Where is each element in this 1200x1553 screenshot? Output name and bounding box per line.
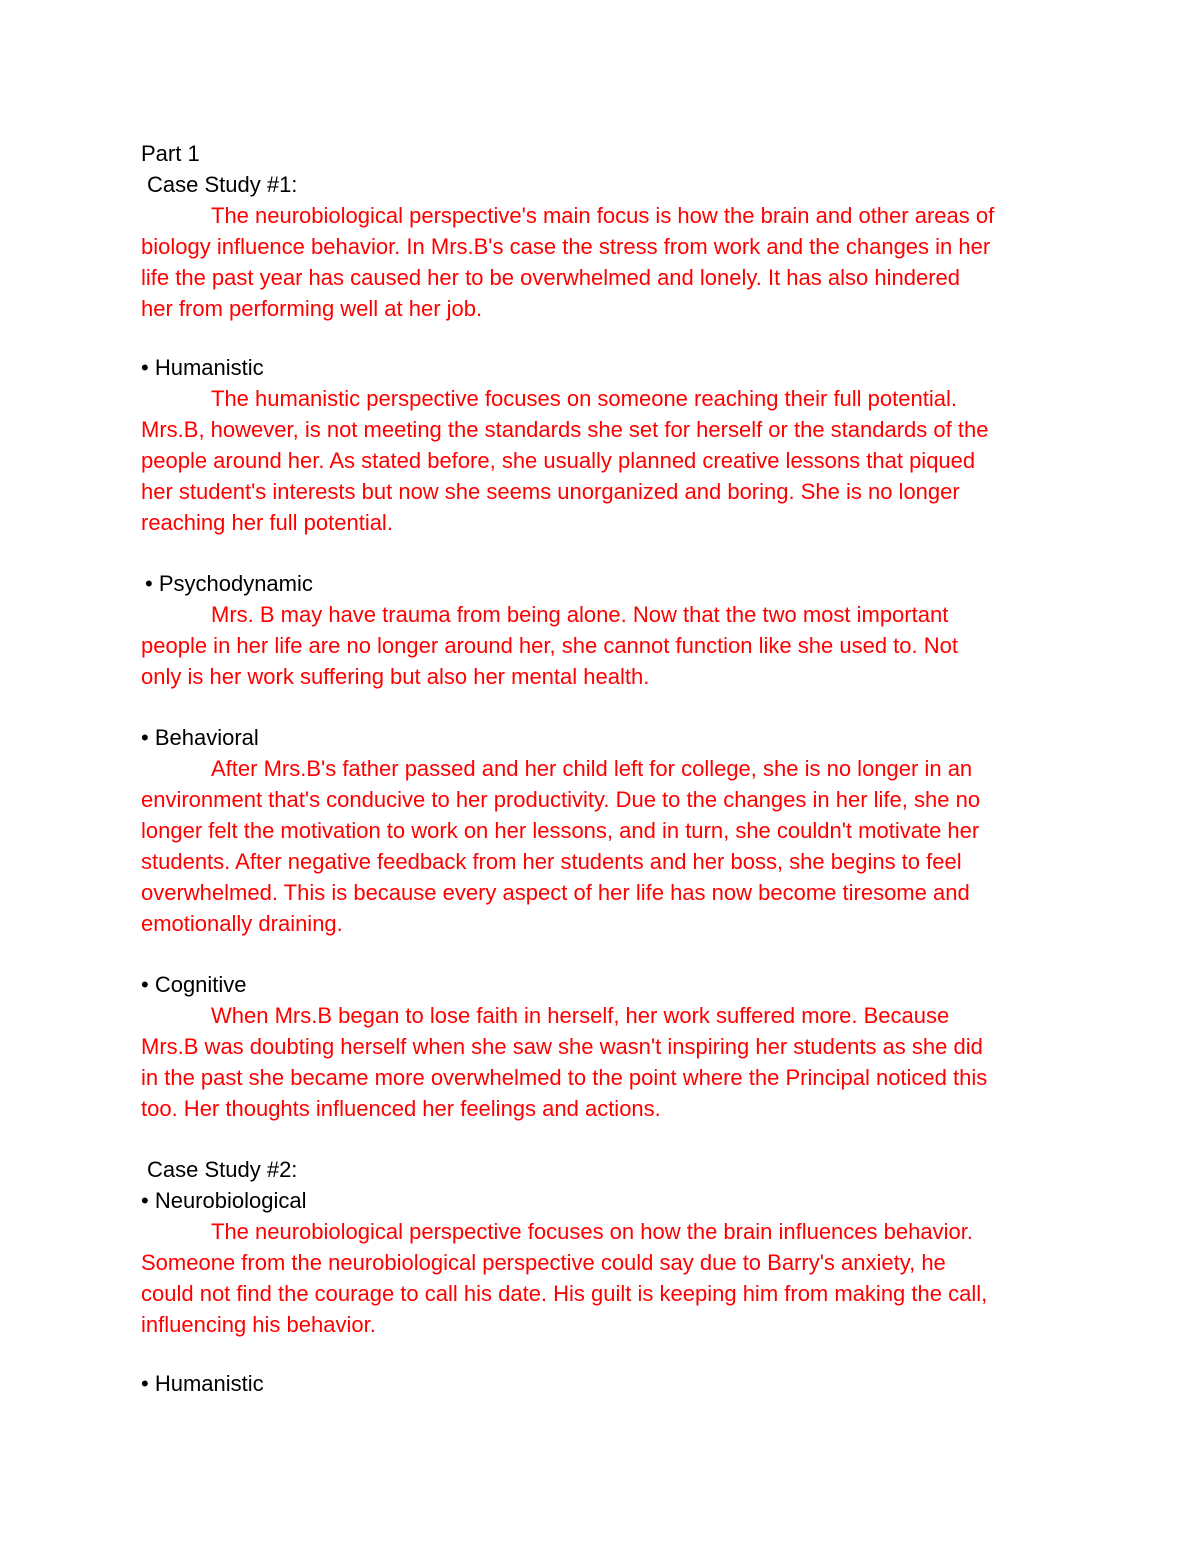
case1-cognitive-paragraph [141,1000,1061,1124]
document-content [141,138,1061,1399]
case1-humanistic-paragraph [141,383,1061,538]
paragraph-line: too. Her thoughts influenced her feelings and actions. [141,1096,661,1121]
case1-humanistic-heading: • Humanistic [141,355,264,380]
paragraph-line: overwhelmed. This is because every aspect of her life has now become tiresome and [141,880,970,905]
paragraph-line: people in her life are no longer around her, she cannot function like she used to. Not [141,633,958,658]
case2-humanistic-heading: • Humanistic [141,1371,264,1396]
paragraph-line: Mrs. B may have trauma from being alone. Now that the two most important [211,602,949,627]
paragraph-line: people around her. As stated before, she usually planned creative lessons that piqued [141,448,976,473]
paragraph-line: environment that's conducive to her productivity. Due to the changes in her life, she no [141,787,981,812]
paragraph-line: reaching her full potential. [141,510,393,535]
case-study-1-heading: Case Study #1: [147,172,298,197]
part-title: Part 1 [141,141,200,166]
paragraph-line: The neurobiological perspective focuses on how the brain influences behavior. [211,1219,973,1244]
case2-neurobiological-paragraph [141,1216,1061,1340]
case1-neurobiological-paragraph [141,200,1061,324]
paragraph-line: in the past she became more overwhelmed to the point where the Principal noticed this [141,1065,988,1090]
case1-behavioral-paragraph [141,753,1061,939]
paragraph-line: only is her work suffering but also her mental health. [141,664,650,689]
case-study-2-heading: Case Study #2: [147,1157,298,1182]
spacer [141,324,1061,352]
paragraph-line: could not find the courage to call his date. His guilt is keeping him from making the call, [141,1281,988,1306]
spacer [141,1124,1061,1154]
paragraph-line: influencing his behavior. [141,1312,376,1337]
paragraph-line: When Mrs.B began to lose faith in herself, her work suffered more. Because [211,1003,950,1028]
case1-psychodynamic-paragraph [141,599,1061,692]
paragraph-line: students. After negative feedback from her students and her boss, she begins to feel [141,849,962,874]
paragraph-line: life the past year has caused her to be overwhelmed and lonely. It has also hindered [141,265,960,290]
paragraph-line: her from performing well at her job. [141,296,483,321]
case1-behavioral-heading: • Behavioral [141,725,259,750]
paragraph-line: Someone from the neurobiological perspective could say due to Barry's anxiety, he [141,1250,946,1275]
paragraph-line: The humanistic perspective focuses on someone reaching their full potential. [211,386,957,411]
spacer [141,538,1061,568]
paragraph-line: Mrs.B was doubting herself when she saw she wasn't inspiring her students as she did [141,1034,983,1059]
case2-neurobiological-heading: • Neurobiological [141,1188,307,1213]
spacer [141,1340,1061,1368]
paragraph-line: her student's interests but now she seems unorganized and boring. She is no longer [141,479,960,504]
paragraph-line: emotionally draining. [141,911,343,936]
case1-cognitive-heading: • Cognitive [141,972,247,997]
case1-psychodynamic-heading: • Psychodynamic [145,571,313,596]
paragraph-line: After Mrs.B's father passed and her child left for college, she is no longer in an [211,756,973,781]
paragraph-line: biology influence behavior. In Mrs.B's case the stress from work and the changes in her [141,234,991,259]
paragraph-line: The neurobiological perspective's main focus is how the brain and other areas of [211,203,995,228]
paragraph-line: Mrs.B, however, is not meeting the standards she set for herself or the standards of the [141,417,989,442]
spacer [141,939,1061,969]
paragraph-line: longer felt the motivation to work on her lessons, and in turn, she couldn't motivate her [141,818,980,843]
spacer [141,692,1061,722]
